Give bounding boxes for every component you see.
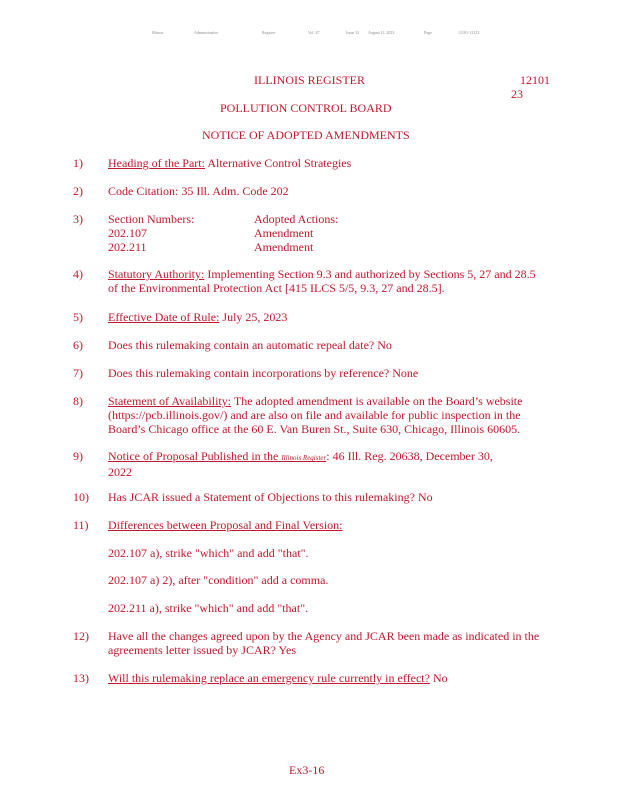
item-number: 3) — [73, 212, 83, 226]
item-number: 1) — [73, 156, 83, 170]
item-label — [108, 449, 326, 463]
item-answer: No — [377, 338, 392, 352]
item-3 — [0, 212, 618, 256]
top-line-item: 12101-12123 — [458, 30, 480, 35]
item-answer: None — [392, 366, 419, 380]
column-header-actions: Adopted Actions: — [254, 212, 339, 226]
item-text-line: 2022 — [108, 465, 132, 479]
item-number: 2) — [73, 184, 83, 198]
top-line-item: Vol. 47 — [308, 30, 320, 35]
item-answer: Yes — [278, 643, 296, 657]
column-header-sections: Section Numbers: — [108, 212, 195, 226]
item-label: Effective Date of Rule: — [108, 310, 220, 324]
notice-title: NOTICE OF ADOPTED AMENDMENTS — [202, 128, 410, 142]
item-text-line: of the Environmental Protection Act [415 ILCS 5/5, 9.3, 27 and 28.5]. — [108, 281, 445, 295]
item-label-text: Notice of Proposal Published in the — [108, 449, 279, 463]
register-title: ILLINOIS REGISTER — [254, 73, 365, 87]
item-number: 11) — [73, 518, 89, 532]
page-number-line2: 23 — [511, 87, 523, 101]
item-number: 6) — [73, 338, 83, 352]
item-text-line: agreements letter issued by JCAR? — [108, 643, 276, 657]
item-number: 5) — [73, 310, 83, 324]
item-value: July 25, 2023 — [222, 310, 288, 324]
item-number: 7) — [73, 366, 83, 380]
top-line-item: August 11, 2023 — [368, 30, 395, 35]
item-value: Alternative Control Strategies — [207, 156, 352, 170]
item-text-line: Have all the changes agreed upon by the Agency and JCAR been made as indicated in the — [108, 629, 540, 643]
item-label: Differences between Proposal and Final Version: — [108, 518, 343, 532]
section-number: 202.211 — [108, 240, 147, 254]
difference-entry: 202.211 a), strike "which" and add "that". — [108, 601, 309, 615]
item-answer: No — [417, 490, 433, 504]
item-number: 13) — [73, 671, 89, 685]
item-label: Statutory Authority: — [108, 267, 205, 281]
item-label: Will this rulemaking replace an emergency rule currently in effect? — [108, 671, 430, 685]
register-name: Illinois Register — [281, 454, 327, 462]
adopted-action: Amendment — [254, 240, 314, 254]
page-footer: Ex3-16 — [289, 763, 325, 777]
item-number: 12) — [73, 629, 89, 643]
item-label: Code Citation: — [108, 184, 179, 198]
item-text-line: (https://pcb.illinois.gov/) and are also on file and available for public inspection in the — [108, 408, 521, 422]
item-text-line: : 46 Ill. Reg. 20638, December 30, — [326, 449, 493, 463]
item-number: 8) — [73, 394, 83, 408]
top-line-item: Issue 32 — [346, 30, 360, 35]
item-label: Heading of the Part: — [108, 156, 205, 170]
item-value: 35 Ill. Adm. Code 202 — [181, 184, 289, 198]
difference-entry: 202.107 a), strike "which" and add "that". — [108, 546, 309, 560]
top-line-item: Page — [424, 30, 432, 35]
page-number: 12101 — [520, 73, 550, 87]
item-text-line: Implementing Section 9.3 and authorized by Sections 5, 27 and 28.5 — [207, 267, 536, 281]
item-number: 4) — [73, 267, 83, 281]
item-answer: No — [432, 671, 448, 685]
section-number: 202.107 — [108, 226, 147, 240]
adopted-action: Amendment — [254, 226, 314, 240]
top-line-item: Illinois — [152, 30, 164, 35]
item-text-line: The adopted amendment is available on the Board’s website — [233, 394, 523, 408]
item-question: Does this rulemaking contain incorporations by reference? — [108, 366, 390, 380]
item-question: Has JCAR issued a Statement of Objections to this rulemaking? — [108, 490, 415, 504]
top-line-item: Administrative — [194, 30, 218, 35]
item-number: 9) — [73, 449, 83, 463]
item-number: 10) — [73, 490, 89, 504]
item-label: Statement of Availability: — [108, 394, 232, 408]
item-question: Does this rulemaking contain an automatic repeal date? — [108, 338, 375, 352]
item-text-line: Board’s Chicago office at the 60 E. Van Buren St., Suite 630, Chicago, Illinois 60605. — [108, 422, 521, 436]
difference-entry: 202.107 a) 2), after "condition" add a comma. — [108, 573, 329, 587]
top-line-item: Register — [262, 30, 276, 35]
agency-title: POLLUTION CONTROL BOARD — [220, 101, 392, 115]
